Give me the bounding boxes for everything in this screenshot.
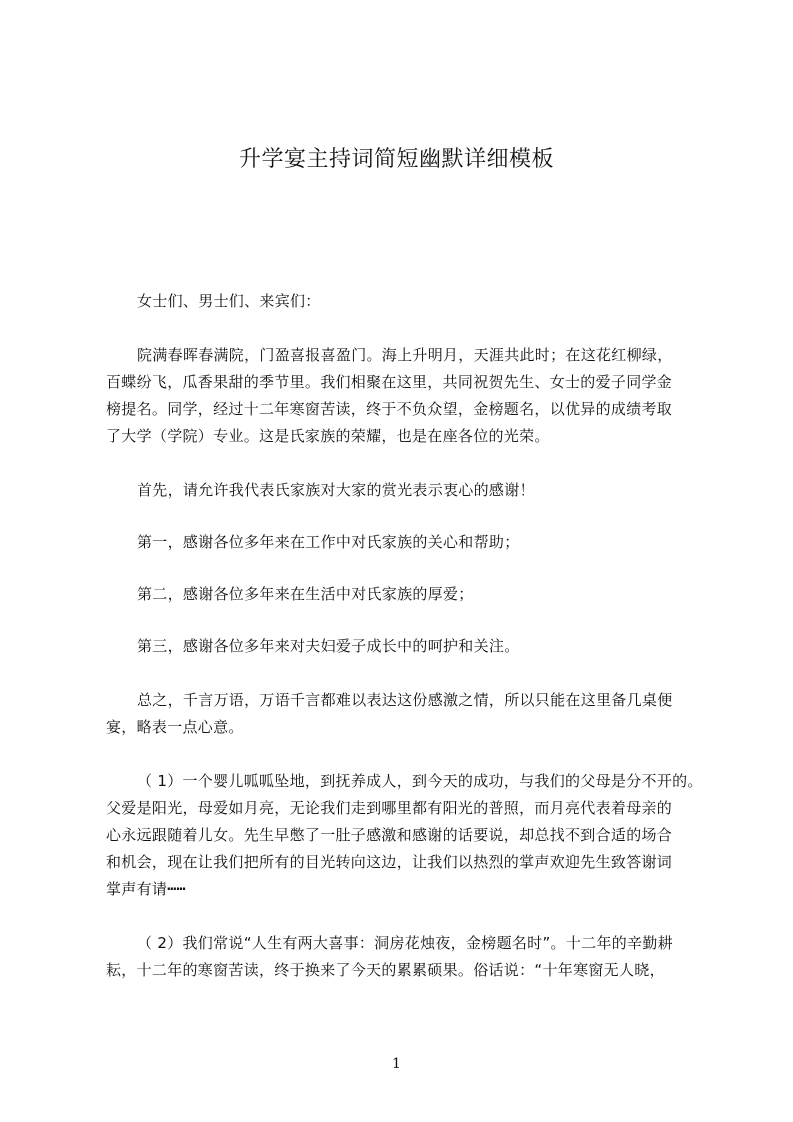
paragraph-line: 心永远跟随着儿女。先生早憋了一肚子感激和感谢的话要说，却总找不到合适的场合 xyxy=(106,826,673,844)
document-title: 升学宴主持词简短幽默详细模板 xyxy=(238,147,554,172)
paragraph-line: 首先，请允许我代表氏家族对大家的赏光表示衷心的感谢！ xyxy=(137,481,535,499)
paragraph-line: 百蝶纷飞，瓜香果甜的季节里。我们相聚在这里，共同祝贺先生、女士的爱子同学金 xyxy=(106,373,673,391)
paragraph-line: 榜提名。同学，经过十二年寒窗苦读，终于不负众望，金榜题名，以优异的成绩考取 xyxy=(106,400,673,418)
paragraph-line: 总之，千言万语，万语千言都难以表达这份感激之情，所以只能在这里备几桌便 xyxy=(137,691,673,709)
page-number: 1 xyxy=(392,1056,401,1072)
paragraph-line: 第三，感谢各位多年来对夫妇爱子成长中的呵护和关注。 xyxy=(137,637,520,655)
paragraph-line: 了大学（学院）专业。这是氏家族的荣耀，也是在座各位的光荣。 xyxy=(106,427,550,445)
paragraph-line: 掌声有请┅┅ xyxy=(106,880,186,898)
greeting: 女士们、男士们、来宾们： xyxy=(137,292,321,310)
paragraph-line: （ 2）我们常说“人生有两大喜事：洞房花烛夜，金榜题名时”。十二年的辛勤耕 xyxy=(137,934,673,952)
paragraph-line: 宴，略表一点心意。 xyxy=(106,718,244,736)
paragraph-line: 院满春晖春满院，门盈喜报喜盈门。海上升明月，天涯共此时；在这花红柳绿， xyxy=(137,346,673,364)
paragraph-line: 第一，感谢各位多年来在工作中对氏家族的关心和帮助； xyxy=(137,533,520,551)
paragraph-line: 耘，十二年的寒窗苦读，终于换来了今天的累累硕果。俗话说：“十年寒窗无人晓， xyxy=(106,961,665,979)
paragraph-line: 和机会，现在让我们把所有的目光转向这边，让我们以热烈的掌声欢迎先生致答谢词 xyxy=(106,853,673,871)
paragraph-line: （ 1）一个婴儿呱呱坠地，到抚养成人，到今天的成功，与我们的父母是分不开的。 xyxy=(137,772,703,790)
paragraph-line: 父爱是阳光，母爱如月亮，无论我们走到哪里都有阳光的普照，而月亮代表着母亲的 xyxy=(106,799,673,817)
paragraph-line: 第二，感谢各位多年来在生活中对氏家族的厚爱； xyxy=(137,585,474,603)
